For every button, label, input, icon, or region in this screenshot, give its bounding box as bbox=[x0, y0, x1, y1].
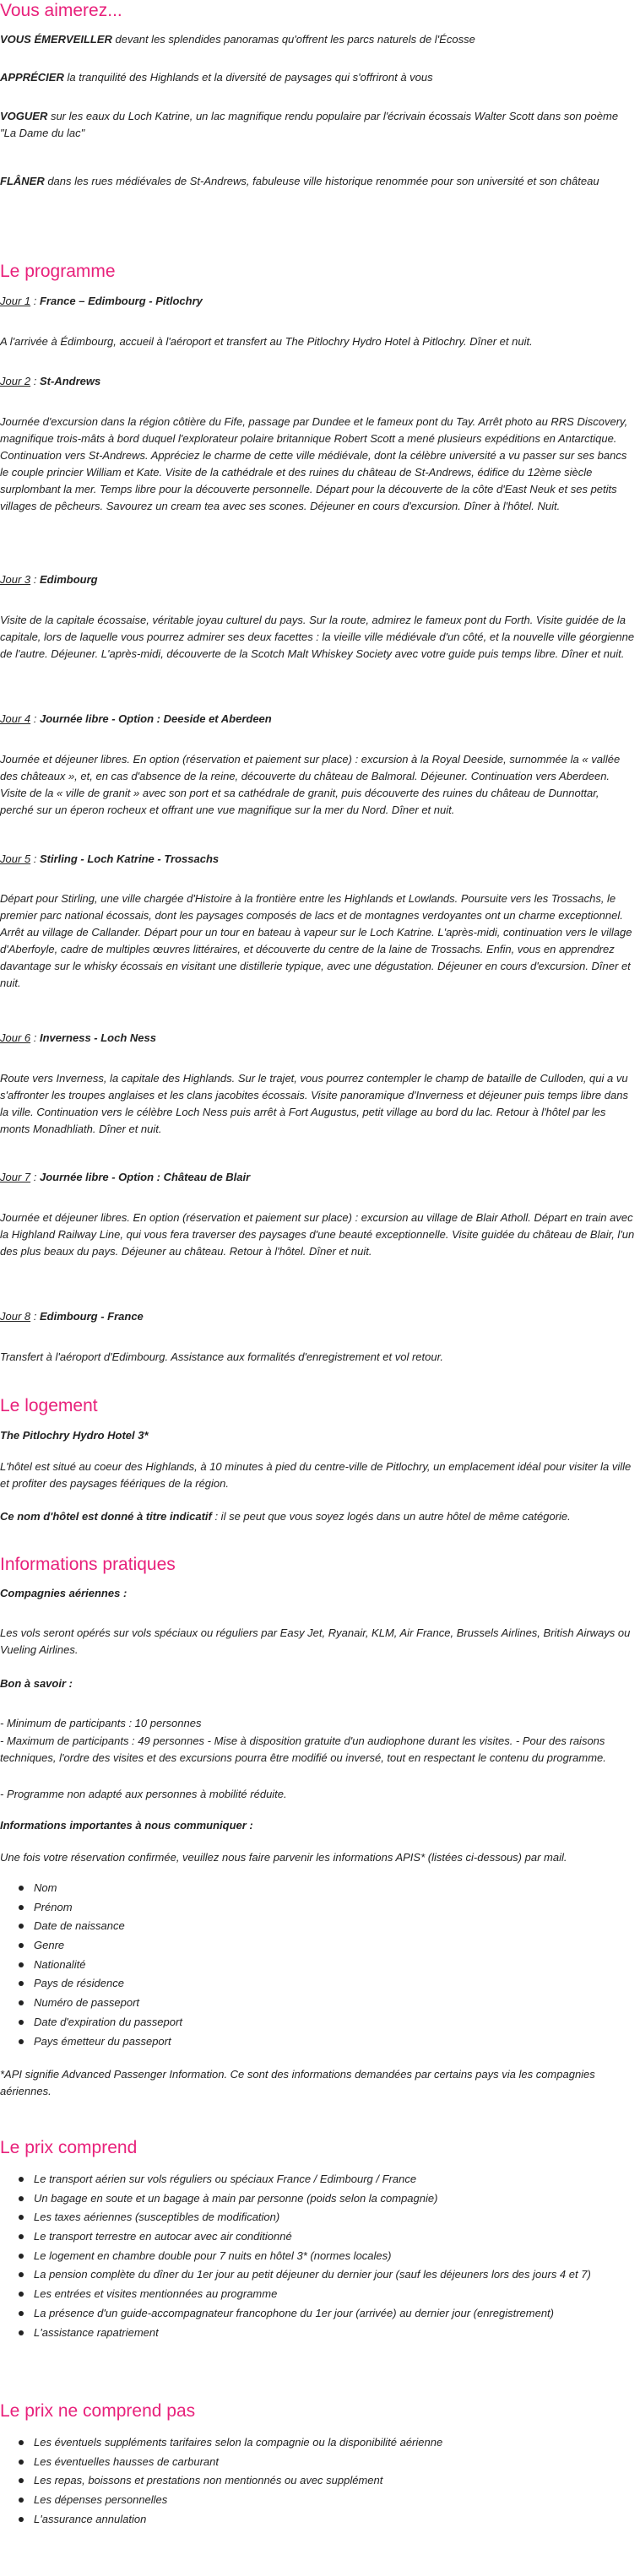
day-title: Edimbourg - France bbox=[39, 1310, 144, 1323]
day-description-5: Départ pour Stirling, une ville chargée d'Histoire à la frontière entre les Highlands et Lowlands. Poursuite vers les Trossachs, le premier parc national écossais, dont les paysages composés de lacs et de montagnes verdoyantes ont un charme exceptionnel. Arrêt au village de Callander. Départ pour un tour en bateau à vapeur sur le Loch Katrine. L'après-midi, continuation vers le village d'Aberfoyle, cadre de multiples œuvres littéraires, et découverte du centre de la laine de Trossachs. Enfin, vous en apprendrez davantage sur le whisky écossais en visitant une distillerie typique, avec une dégustation. Déjeuner en cours d'excursion. Dîner et nuit. bbox=[0, 892, 632, 989]
highlight-lead: FLÂNER bbox=[0, 175, 45, 187]
section-title-prix-comprend: Le prix comprend bbox=[0, 2138, 138, 2157]
highlight-item bbox=[0, 69, 635, 86]
day-heading-1 bbox=[0, 293, 635, 310]
hotel-note-lead: Ce nom d'hôtel est donné à titre indicatif bbox=[0, 1510, 212, 1523]
list-item: Prénom bbox=[34, 1899, 640, 1918]
day-title: St-Andrews bbox=[39, 375, 101, 387]
section-title-vous-aimerez: Vous aimerez... bbox=[0, 1, 122, 20]
day-description-7: Journée et déjeuner libres. En option (réservation et paiement sur place) : excursion au village de Blair Atholl. Départ en train avec la Highland Railway Line, qui vous fera traverser des paysages d'une beauté exceptionnelle. Visite guidée du château de Blair, l'un des plus beaux du pays. Déjeuner au château. Retour à l'hôtel. Dîner et nuit. bbox=[0, 1211, 635, 1258]
day-heading-2 bbox=[0, 373, 635, 390]
bon-a-savoir-line: - Minimum de participants : 10 personnes bbox=[0, 1717, 202, 1729]
day-title: Journée libre - Option : Château de Blair bbox=[39, 1171, 251, 1183]
day-title: France – Edimbourg - Pitlochry bbox=[39, 295, 203, 307]
list-item: Les éventuelles hausses de carburant bbox=[34, 2454, 640, 2473]
list-item: Le transport terrestre en autocar avec air conditionné bbox=[34, 2228, 640, 2248]
hotel-note-text: : il se peut que vous soyez logés dans un autre hôtel de même catégorie. bbox=[211, 1510, 571, 1523]
day-heading-5 bbox=[0, 851, 635, 868]
apis-list bbox=[0, 1880, 640, 2052]
airlines-text: Les vols seront opérés sur vols spéciaux ou réguliers par Easy Jet, Ryanair, KLM, Air France, Brussels Airlines, British Airways ou Vueling Airlines. bbox=[0, 1626, 631, 1656]
day-heading-7 bbox=[0, 1169, 635, 1186]
hotel-description: L'hôtel est situé au coeur des Highlands, à 10 minutes à pied du centre-ville de Pitlochry, un emplacement idéal pour visiter la ville et profiter des paysages féériques de la région. bbox=[0, 1460, 632, 1490]
list-item: Nationalité bbox=[34, 1956, 640, 1976]
day-number: Jour 2 bbox=[0, 375, 31, 387]
day-separator: : bbox=[30, 1310, 40, 1323]
bon-a-savoir-line: - Maximum de participants : 49 personnes - Mise à disposition gratuite d'un audiophone durant les visites. - Pour des raisons techniques, l'ordre des visites et des excursions pourra être modifié ou inversé, tout en respectant le contenu du programme. bbox=[0, 1734, 606, 1764]
highlight-text: devant les splendides panoramas qu'offrent les parcs naturels de l'Écosse bbox=[111, 33, 475, 46]
list-item: Pays émetteur du passeport bbox=[34, 2033, 640, 2053]
day-number: Jour 1 bbox=[0, 295, 31, 307]
day-title: Stirling - Loch Katrine - Trossachs bbox=[39, 852, 220, 865]
list-item: Les taxes aériennes (susceptibles de modification) bbox=[34, 2209, 640, 2228]
price-includes-list bbox=[0, 2171, 640, 2343]
highlight-lead: VOGUER bbox=[0, 110, 48, 122]
highlight-text: la tranquilité des Highlands et la diversité de paysages qui s'offriront à vous bbox=[63, 71, 433, 84]
highlight-text: sur les eaux du Loch Katrine, un lac magnifique rendu populaire par l'écrivain écossais Walter Scott dans son poème "La Dame du lac" bbox=[0, 110, 619, 139]
day-title: Edimbourg bbox=[39, 573, 98, 586]
list-item: Le transport aérien sur vols réguliers ou spéciaux France / Edimbourg / France bbox=[34, 2171, 640, 2190]
hotel-note bbox=[0, 1508, 635, 1525]
highlight-lead: APPRÉCIER bbox=[0, 71, 64, 84]
day-description-3: Visite de la capitale écossaise, véritable joyau culturel du pays. Sur la route, admirez le fameux pont du Forth. Visite guidée de la capitale, lors de laquelle vous pourrez admirer ses deux facettes : la vieille ville médiévale d'un côté, et la nouvelle ville géorgienne de l'autre. Déjeuner. L'après-midi, découverte de la Scotch Malt Whiskey Society avec votre guide puis temps libre. Dîner et nuit. bbox=[0, 614, 635, 660]
day-separator: : bbox=[30, 295, 40, 307]
day-separator: : bbox=[30, 1031, 40, 1044]
day-title: Inverness - Loch Ness bbox=[39, 1031, 156, 1044]
section-title-logement: Le logement bbox=[0, 1396, 98, 1415]
day-heading-4 bbox=[0, 711, 635, 728]
day-heading-3 bbox=[0, 571, 635, 588]
airlines-label: Compagnies aériennes : bbox=[0, 1587, 127, 1599]
day-number: Jour 4 bbox=[0, 712, 31, 725]
price-excludes-list bbox=[0, 2434, 640, 2530]
day-number: Jour 3 bbox=[0, 573, 31, 586]
list-item: L'assurance annulation bbox=[34, 2511, 640, 2530]
list-item: Le logement en chambre double pour 7 nuits en hôtel 3* (normes locales) bbox=[34, 2248, 640, 2267]
highlight-item bbox=[0, 31, 635, 48]
list-item: Pays de résidence bbox=[34, 1975, 640, 1994]
hotel-name: The Pitlochry Hydro Hotel 3* bbox=[0, 1429, 149, 1442]
day-heading-8 bbox=[0, 1308, 635, 1325]
list-item: La pension complète du dîner du 1er jour au petit déjeuner du dernier jour (sauf les déjeuners lors des jours 4 et 7) bbox=[34, 2266, 640, 2286]
day-title: Journée libre - Option : Deeside et Aberdeen bbox=[39, 712, 272, 725]
bon-a-savoir-line: - Programme non adapté aux personnes à mobilité réduite. bbox=[0, 1788, 287, 1800]
list-item: La présence d'un guide-accompagnateur francophone du 1er jour (arrivée) au dernier jour (enregistrement) bbox=[34, 2305, 640, 2324]
day-description-1: A l'arrivée à Édimbourg, accueil à l'aéroport et transfert au The Pitlochry Hydro Hotel à Pitlochry. Dîner et nuit. bbox=[0, 335, 533, 348]
communication-text: Une fois votre réservation confirmée, veuillez nous faire parvenir les informations APIS* (listées ci-dessous) par mail. bbox=[0, 1851, 567, 1864]
list-item: Un bagage en soute et un bagage à main par personne (poids selon la compagnie) bbox=[34, 2190, 640, 2210]
list-item: Date de naissance bbox=[34, 1918, 640, 1937]
bon-a-savoir-label: Bon à savoir : bbox=[0, 1677, 73, 1690]
list-item: Numéro de passeport bbox=[34, 1994, 640, 2014]
day-description-6: Route vers Inverness, la capitale des Highlands. Sur le trajet, vous pourrez contempler le champ de bataille de Culloden, qui a vu s'affronter les troupes anglaises et les clans jacobites écossais. Visite panoramique d'Inverness et déjeuner puis temps libre dans la ville. Continuation vers le célèbre Loch Ness puis arrêt à Fort Augustus, petit village au bord du lac. Retour à l'hôtel par les monts Monadhliath. Dîner et nuit. bbox=[0, 1072, 628, 1135]
list-item: Les éventuels suppléments tarifaires selon la compagnie ou la disponibilité aérienne bbox=[34, 2434, 640, 2454]
apis-note: *API signifie Advanced Passenger Information. Ce sont des informations demandées par certains pays via les compagnies aériennes. bbox=[0, 2068, 595, 2097]
day-number: Jour 8 bbox=[0, 1310, 31, 1323]
day-number: Jour 5 bbox=[0, 852, 31, 865]
highlight-text: dans les rues médiévales de St-Andrews, fabuleuse ville historique renommée pour son université et son château bbox=[44, 175, 599, 187]
section-title-informations: Informations pratiques bbox=[0, 1555, 176, 1574]
list-item: Les entrées et visites mentionnées au programme bbox=[34, 2286, 640, 2305]
section-title-programme: Le programme bbox=[0, 262, 116, 281]
list-item: Les repas, boissons et prestations non mentionnés ou avec supplément bbox=[34, 2472, 640, 2492]
communication-label: Informations importantes à nous communiquer : bbox=[0, 1819, 253, 1832]
highlight-item bbox=[0, 173, 635, 190]
list-item: Les dépenses personnelles bbox=[34, 2492, 640, 2511]
day-description-4: Journée et déjeuner libres. En option (réservation et paiement sur place) : excursion à la Royal Deeside, surnommée la « vallée des châteaux », et, en cas d'absence de la reine, découverte du château de Balmoral. Déjeuner. Continuation vers Aberdeen. Visite de la « ville de granit » avec son port et sa cathédrale de granit, puis découverte des ruines du château de Dunnottar, perché sur un éperon rocheux et offrant une vue magnifique sur la mer du Nord. Dîner et nuit. bbox=[0, 753, 621, 816]
day-heading-6 bbox=[0, 1030, 635, 1047]
day-number: Jour 6 bbox=[0, 1031, 31, 1044]
highlight-item bbox=[0, 108, 635, 142]
list-item: Genre bbox=[34, 1937, 640, 1956]
list-item: Date d'expiration du passeport bbox=[34, 2014, 640, 2033]
list-item: Nom bbox=[34, 1880, 640, 1899]
day-separator: : bbox=[30, 712, 40, 725]
day-separator: : bbox=[30, 852, 40, 865]
day-separator: : bbox=[30, 1171, 40, 1183]
day-number: Jour 7 bbox=[0, 1171, 31, 1183]
day-description-8: Transfert à l'aéroport d'Edimbourg. Assistance aux formalités d'enregistrement et vol retour. bbox=[0, 1350, 444, 1363]
highlight-lead: VOUS ÉMERVEILLER bbox=[0, 33, 112, 46]
list-item: L'assistance rapatriement bbox=[34, 2324, 640, 2344]
day-description-2: Journée d'excursion dans la région côtière du Fife, passage par Dundee et le fameux pont du Tay. Arrêt photo au RRS Discovery, magnifique trois-mâts à bord duquel l'explorateur polaire britannique Robert Scott a mené plusieurs expéditions en Antarctique. Continuation vers St-Andrews. Appréciez le charme de cette ville médiévale, dont la célèbre université a vu passer sur ses bancs le couple princier William et Kate. Visite de la cathédrale et des ruines du château de St-Andrews, édifice du 12ème siècle surplombant la mer. Temps libre pour la découverte personnelle. Départ pour la découverte de la côte d'East Neuk et ses petits villages de pêcheurs. Savourez un cream tea avec ses scones. Déjeuner en cours d'excursion. Dîner à l'hôtel. Nuit. bbox=[0, 415, 628, 512]
day-separator: : bbox=[30, 573, 40, 586]
section-title-prix-ne-comprend-pas: Le prix ne comprend pas bbox=[0, 2401, 196, 2421]
day-separator: : bbox=[30, 375, 40, 387]
